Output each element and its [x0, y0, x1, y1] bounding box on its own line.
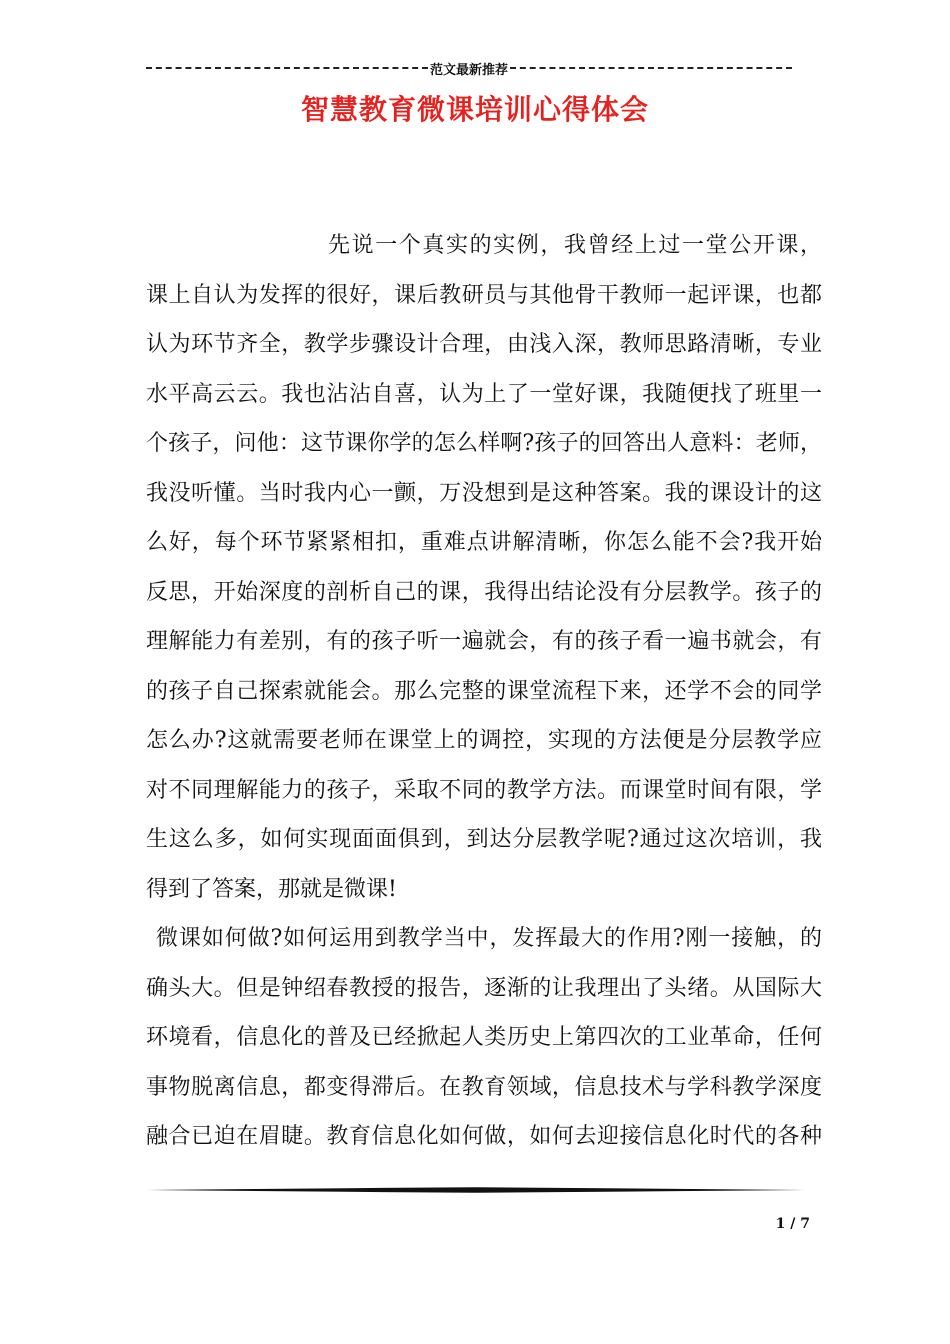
document-title: 智慧教育微课培训心得体会: [300, 93, 649, 126]
text-line: 事物脱离信息，都变得滞后。在教育领域，信息技术与学科教学深度: [146, 1074, 822, 1100]
header-dash-left: [146, 67, 428, 69]
text-line: 反思，开始深度的剖析自己的课，我得出结论没有分层教学。孩子的: [146, 579, 822, 605]
text-line: 微课如何做?如何运用到教学当中，发挥最大的作用?刚一接触，的: [156, 926, 822, 951]
text-line: 环境看，信息化的普及已经掀起人类历史上第四次的工业革命，任何: [146, 1025, 822, 1050]
footer-rule: [146, 1186, 806, 1194]
text-line: 水平高云云。我也沾沾自喜，认为上了一堂好课，我随便找了班里一: [146, 381, 822, 407]
paragraph-2: [146, 914, 822, 1162]
text-line: 么好，每个环节紧紧相扣，重难点讲解清晰，你怎么能不会?我开始: [146, 530, 822, 555]
text-line: 融合已迫在眉睫。教育信息化如何做，如何去迎接信息化时代的各种: [146, 1124, 822, 1149]
text-line: 课上自认为发挥的很好，课后教研员与其他骨干教师一起评课，也都: [146, 282, 822, 308]
text-line: 先说一个真实的实例，我曾经上过一堂公开课，: [328, 233, 822, 258]
text-line: 的孩子自己探索就能会。那么完整的课堂流程下来，还学不会的同学: [146, 678, 822, 704]
text-line: 认为环节齐全，教学步骤设计合理，由浅入深，教师思路清晰，专业: [146, 332, 822, 357]
text-line: 对不同理解能力的孩子，采取不同的教学方法。而课堂时间有限，学: [146, 777, 822, 803]
header-dash-right: [510, 67, 792, 69]
header-label: 范文最新推荐: [430, 62, 509, 78]
text-line: 个孩子，问他：这节课你学的怎么样啊?孩子的回答出人意料：老师，: [146, 431, 822, 456]
page-number: 1 / 7: [775, 1216, 810, 1232]
text-line: 我没听懂。当时我内心一颤，万没想到是这种答案。我的课设计的这: [146, 480, 822, 506]
text-line: 生这么多，如何实现面面俱到，到达分层教学呢?通过这次培训，我: [146, 827, 822, 852]
text-line: 得到了答案，那就是微课!: [146, 876, 397, 902]
text-line: 怎么办?这就需要老师在课堂上的调控，实现的方法便是分层教学应: [146, 728, 822, 753]
text-line: 理解能力有差别，有的孩子听一遍就会，有的孩子看一遍书就会，有: [146, 629, 822, 654]
paragraph-1: [146, 221, 822, 914]
text-line: 确头大。但是钟绍春教授的报告，逐渐的让我理出了头绪。从国际大: [146, 975, 822, 1001]
page-header: [146, 58, 792, 78]
